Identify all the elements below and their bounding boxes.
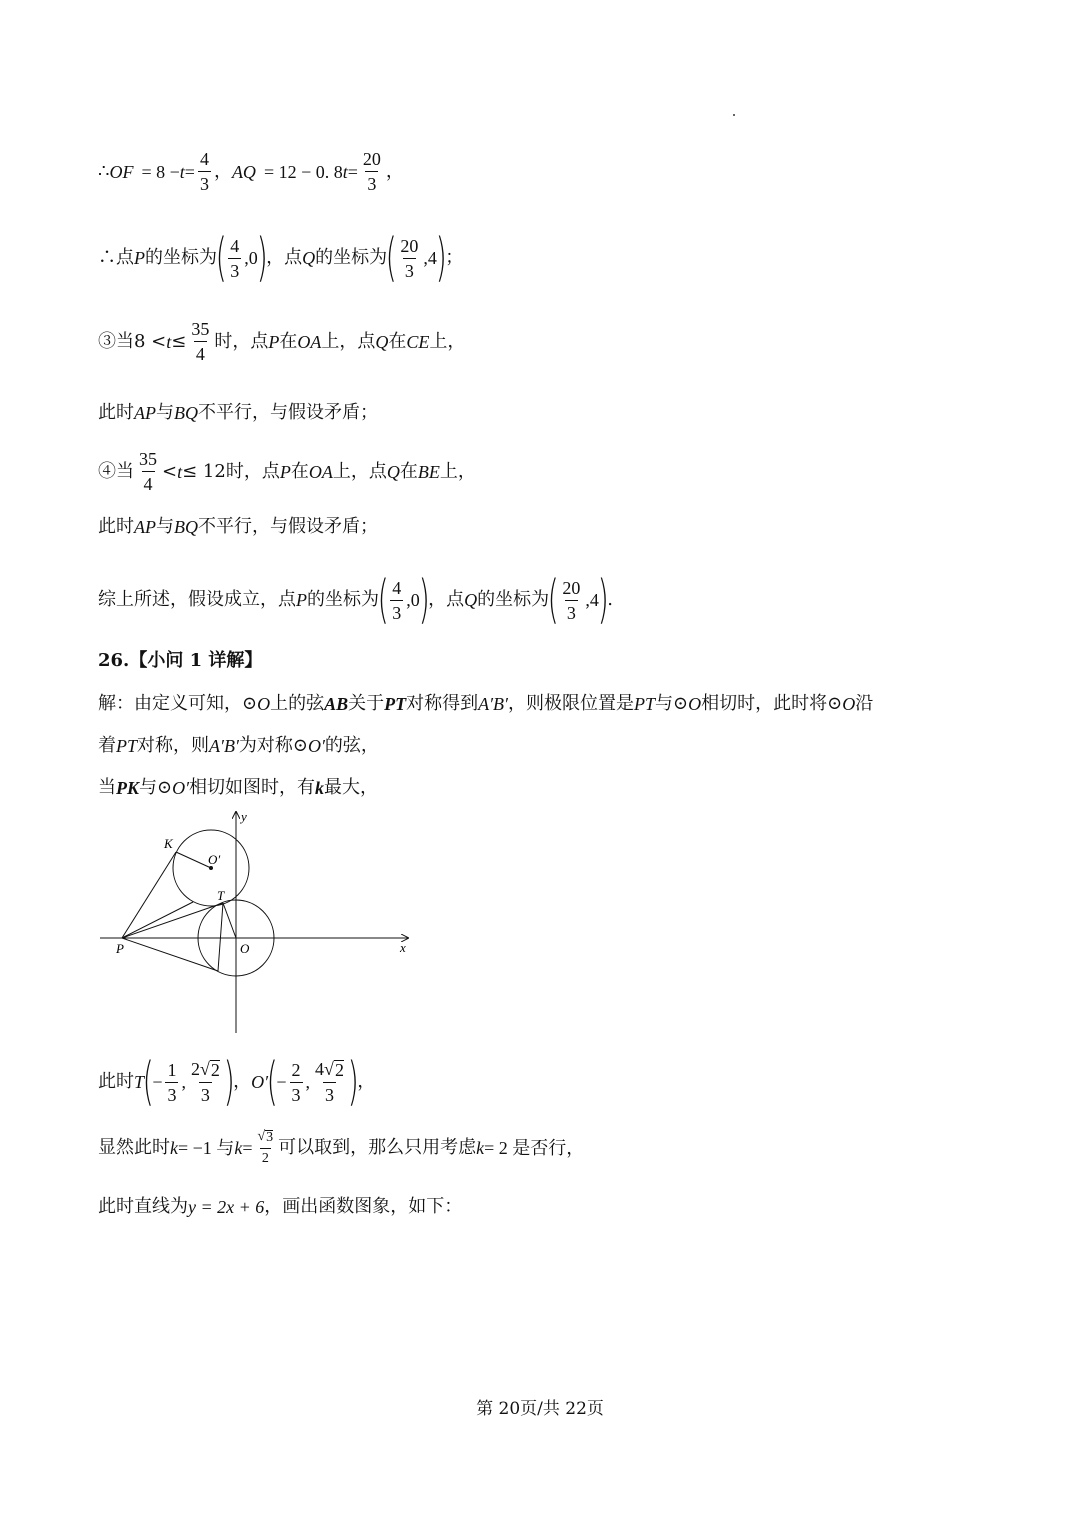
heading-text: 26.【小问 1 详解】 xyxy=(98,650,263,671)
line-coords-t-oprime xyxy=(98,1052,376,1112)
text: 与 xyxy=(156,516,174,537)
fraction: $\frac{4}{3}$ xyxy=(230,235,240,281)
text: 的坐标为 xyxy=(477,589,550,610)
text: 解：由定义可知，⊙ xyxy=(98,693,258,714)
right-paren: ) xyxy=(597,570,609,630)
line-contradiction-2 xyxy=(98,518,378,536)
var-o: O xyxy=(842,694,856,714)
text: 不平行，与假设矛盾； xyxy=(198,516,378,537)
text: 显然此时 xyxy=(98,1137,170,1158)
geometry-figure xyxy=(98,808,418,1038)
text: 上， xyxy=(439,460,476,482)
left-paren: ( xyxy=(547,570,559,630)
text: 对称，则 xyxy=(137,735,210,756)
text: 相切时，此时将⊙ xyxy=(701,693,843,714)
text: 与 xyxy=(156,402,174,423)
right-paren: ) xyxy=(223,1052,235,1112)
text: = xyxy=(242,1138,253,1158)
text: ∴点 xyxy=(98,247,134,268)
var-oa: OA xyxy=(297,331,322,352)
right-paren: ) xyxy=(418,570,430,630)
text: 此时 xyxy=(98,402,134,423)
text: < xyxy=(162,460,178,482)
var-ap: AP xyxy=(134,517,156,537)
var-k: k xyxy=(234,1138,243,1158)
section-heading xyxy=(98,652,262,670)
text: ③当8 < xyxy=(98,330,167,352)
left-paren: ( xyxy=(215,228,227,288)
fraction: $\frac{4}{3}$ xyxy=(199,149,209,194)
var-t: t xyxy=(342,161,348,182)
label-o-prime: O′ xyxy=(208,852,221,867)
var-apbp: A′B′ xyxy=(478,694,508,714)
text: 与⊙ xyxy=(139,777,173,798)
text: 最大， xyxy=(324,777,379,798)
label-x: x xyxy=(400,940,406,955)
fraction: 2√ 2 3 xyxy=(190,1059,220,1105)
therefore-symbol: ∴ xyxy=(98,160,110,182)
line-symmetric xyxy=(98,737,379,755)
var-of: OF xyxy=(109,161,134,182)
var-aq: AQ xyxy=(231,161,256,182)
comma: ， xyxy=(385,160,404,182)
line-coords-pq xyxy=(98,228,464,288)
text: ， xyxy=(233,1071,252,1092)
comma: , xyxy=(305,1072,311,1092)
page-footer: 第 20页/共 22页 xyxy=(476,1399,604,1419)
text: ,0 xyxy=(406,590,420,610)
var-t: t xyxy=(179,161,185,182)
label-o: O xyxy=(240,941,250,956)
text: = −1 与 xyxy=(178,1138,235,1158)
text: ,4 xyxy=(423,248,437,268)
line-case-3 xyxy=(98,320,465,363)
fraction: 4√ 2 3 xyxy=(315,1059,344,1105)
var-pk: PK xyxy=(116,778,140,798)
var-bq: BQ xyxy=(174,517,198,537)
text: 在 xyxy=(388,330,407,352)
text: 此时 xyxy=(98,1071,134,1092)
text: 沿 xyxy=(855,693,874,714)
var-oa: OA xyxy=(308,461,333,482)
line-p-tangent-oprime-lower xyxy=(122,902,193,938)
fraction: $\frac{2}{3}$ xyxy=(291,1059,301,1105)
right-paren: ) xyxy=(435,228,447,288)
line-case-4 xyxy=(98,450,476,493)
left-paren: ( xyxy=(266,1052,278,1112)
var-p: P xyxy=(134,248,145,268)
text: 当 xyxy=(98,777,116,798)
var-oprime: O′ xyxy=(307,736,325,756)
var-o: O xyxy=(257,694,271,714)
minus: − xyxy=(152,1072,163,1092)
var-k: k xyxy=(315,778,325,798)
line-t-o xyxy=(223,903,236,938)
label-t: T xyxy=(217,888,225,903)
text: 的弦， xyxy=(324,735,379,756)
text: 对称得到 xyxy=(406,693,479,714)
text: ； xyxy=(445,247,464,268)
line-t-o-segment xyxy=(218,903,223,971)
right-paren: ) xyxy=(256,228,268,288)
var-q: Q xyxy=(302,248,316,268)
text: 与⊙ xyxy=(655,693,689,714)
expr: = 8 − xyxy=(141,161,180,182)
text: 时，点 xyxy=(214,330,269,352)
var-ab: AB xyxy=(324,694,349,714)
var-p: P xyxy=(279,461,291,482)
expr: = 12 − 0. 8 xyxy=(263,161,343,182)
text: ,0 xyxy=(244,248,258,268)
text: ，画出函数图象，如下： xyxy=(264,1196,463,1217)
text: ，则极限位置是 xyxy=(507,693,634,714)
text: 可以取到，那么只用考虑 xyxy=(278,1137,477,1158)
fraction: $\frac{1}{3}$ xyxy=(167,1059,177,1105)
fraction: $\frac{20}{3}$ xyxy=(400,235,419,281)
var-be: BE xyxy=(417,461,440,482)
text: 着 xyxy=(98,735,116,756)
text: 为对称⊙ xyxy=(238,735,308,756)
label-k: K xyxy=(164,836,173,851)
minus: − xyxy=(276,1072,287,1092)
line-pk xyxy=(122,852,176,938)
line-pt xyxy=(122,903,223,938)
right-paren: ) xyxy=(347,1052,359,1112)
text: 在 xyxy=(279,330,298,352)
var-pt: PT xyxy=(384,694,407,714)
text: 关于 xyxy=(348,693,385,714)
var-pt: PT xyxy=(633,694,655,714)
var-ap: AP xyxy=(134,403,156,423)
line-function xyxy=(98,1198,462,1216)
var-q: Q xyxy=(386,461,400,482)
var-t: t xyxy=(166,331,172,352)
comma: ， xyxy=(213,160,232,182)
var-pt: PT xyxy=(116,736,138,756)
text: ≤ xyxy=(171,330,187,352)
text: 综上所述，假设成立，点 xyxy=(98,589,296,610)
fraction: $\frac{20}{3}$ xyxy=(362,149,381,194)
fraction: $\frac{35}{4}$ xyxy=(191,319,210,364)
comma: , xyxy=(181,1072,186,1092)
var-oprime: O′ xyxy=(251,1072,269,1092)
line-contradiction-1 xyxy=(98,404,378,422)
line-conclusion xyxy=(98,570,613,630)
text: ， xyxy=(357,1071,376,1092)
text: 此时直线为 xyxy=(98,1196,188,1217)
text: 的坐标为 xyxy=(307,589,379,610)
var-bq: BQ xyxy=(174,403,198,423)
var-k: k xyxy=(170,1138,178,1158)
var-q: Q xyxy=(375,331,389,352)
text: 此时 xyxy=(98,516,134,537)
text: ，点 xyxy=(266,247,303,268)
left-paren: ( xyxy=(377,570,389,630)
var-k: k xyxy=(476,1138,485,1158)
var-apbp: A′B′ xyxy=(209,736,239,756)
text: 的坐标为 xyxy=(315,247,388,268)
text: 在 xyxy=(399,460,418,482)
label-p: P xyxy=(116,941,124,956)
text: 相切如图时，有 xyxy=(189,777,316,798)
text: 在 xyxy=(290,460,309,482)
left-paren: ( xyxy=(142,1052,154,1112)
text: 上，点 xyxy=(332,460,387,482)
var-o: O xyxy=(688,694,702,714)
expr: = xyxy=(184,161,195,182)
left-paren: ( xyxy=(385,228,397,288)
var-p: P xyxy=(296,590,307,610)
var-t: t xyxy=(177,461,183,482)
text: 上，点 xyxy=(321,330,376,352)
line-k-values xyxy=(98,1130,584,1166)
text: ≤ 12时，点 xyxy=(182,460,280,482)
text: 上， xyxy=(429,330,466,352)
text: ,4 xyxy=(585,590,599,610)
text: 不平行，与假设矛盾； xyxy=(198,402,378,423)
var-ce: CE xyxy=(406,331,430,352)
text: ④当 xyxy=(98,460,134,482)
line-of-aq xyxy=(98,150,404,193)
equation: y = 2x + 6 xyxy=(188,1197,265,1217)
line-definition xyxy=(98,695,873,713)
fraction: √ 3 2 xyxy=(257,1129,274,1166)
var-q: Q xyxy=(464,590,478,610)
fraction: $\frac{35}{4}$ xyxy=(139,449,157,494)
stray-dot xyxy=(733,114,735,116)
var-t-point: T xyxy=(134,1072,145,1092)
text: 上的弦 xyxy=(270,693,325,714)
text: ，点 xyxy=(428,589,465,610)
line-k-oprime xyxy=(176,852,211,868)
text: 的坐标为 xyxy=(145,247,217,268)
expr: = xyxy=(347,161,358,182)
var-p: P xyxy=(268,331,280,352)
line-tangent xyxy=(98,779,378,797)
text: = 2 是否行， xyxy=(484,1138,585,1158)
line-p-tangent-o-lower xyxy=(122,938,218,971)
fraction: $\frac{20}{3}$ xyxy=(562,577,581,623)
text: . xyxy=(607,589,613,610)
var-oprime: O′ xyxy=(172,778,190,798)
fraction: $\frac{4}{3}$ xyxy=(392,577,402,623)
label-y: y xyxy=(241,809,247,824)
